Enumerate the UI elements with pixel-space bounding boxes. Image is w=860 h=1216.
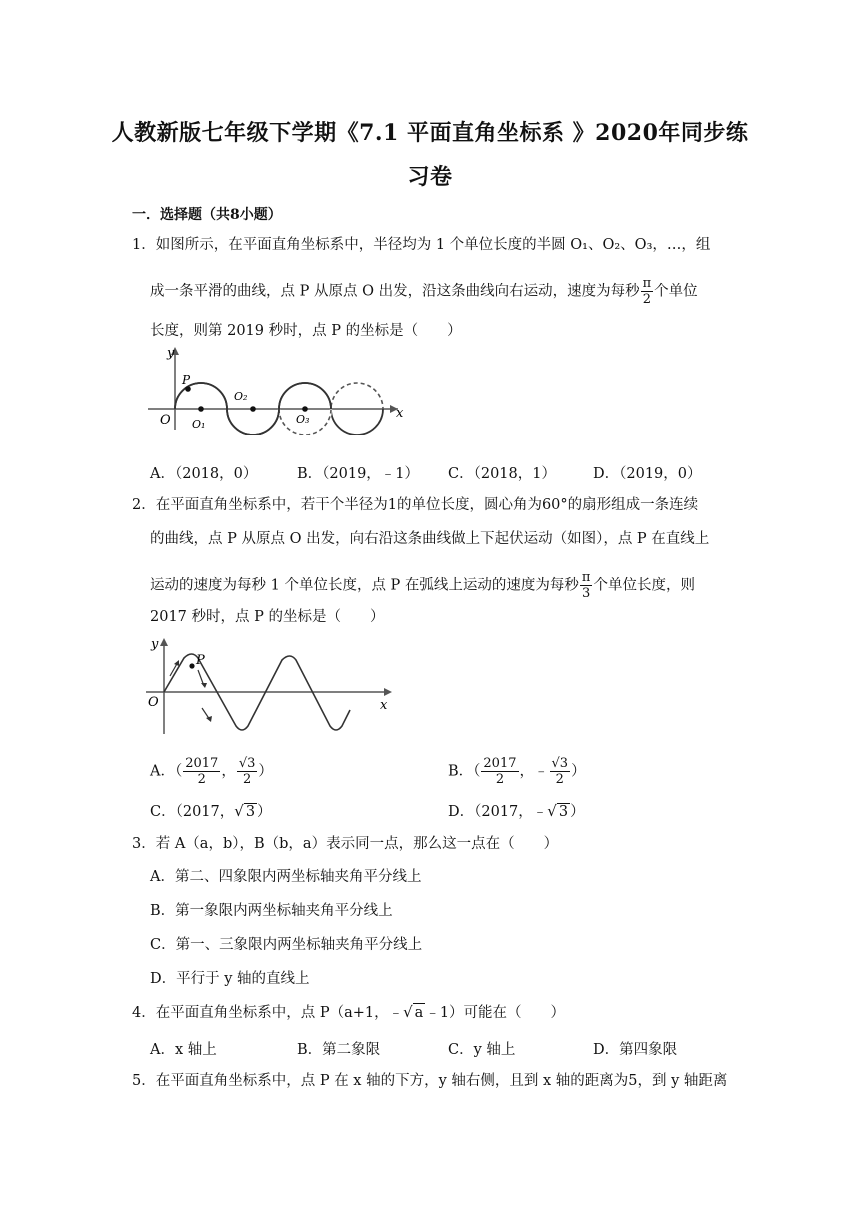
- q2-option-d[interactable]: D．（2017，﹣√ 3 ）: [448, 802, 585, 820]
- q4-option-a[interactable]: A．x 轴上: [150, 1042, 217, 1058]
- q4-option-b[interactable]: B．第二象限: [297, 1042, 381, 1058]
- section-heading: 一．选择题（共8小题）: [132, 207, 282, 223]
- q1-line2: 成一条平滑的曲线，点 P 从原点 O 出发，沿这条曲线向右运动，速度为每秒 $\frac{\pi}{2}$ 个单位: [150, 276, 698, 307]
- svg-text:O₁: O₁: [192, 418, 206, 431]
- q1-figure: [148, 345, 410, 435]
- page-title-continued: 习卷: [407, 164, 453, 190]
- svg-text:O: O: [160, 413, 171, 428]
- svg-text:y: y: [167, 346, 175, 361]
- svg-text:O₂: O₂: [234, 390, 248, 403]
- svg-text:y: y: [151, 637, 159, 652]
- q2-line2: 的曲线，点 P 从原点 O 出发，向右沿这条曲线做上下起伏运动（如图），点 P 在直线上: [150, 531, 710, 547]
- q2-line4: 2017 秒时，点 P 的坐标是（ ）: [150, 609, 385, 625]
- q3-option-d[interactable]: D．平行于 y 轴的直线上: [150, 971, 310, 987]
- q2-option-a[interactable]: A．（ $\frac{2017}{2}$ ， $\frac{√3}{2}$ ）: [150, 756, 273, 787]
- q2-line3: 运动的速度为每秒 1 个单位长度，点 P 在弧线上运动的速度为每秒 $\frac{\pi}{3}$ 个单位长度，则: [150, 570, 695, 601]
- svg-text:P: P: [182, 373, 191, 387]
- q2-figure: [146, 636, 398, 738]
- q3-option-c[interactable]: C．第一、三象限内两坐标轴夹角平分线上: [150, 937, 423, 953]
- q1-line3: 长度，则第 2019 秒时，点 P 的坐标是（ ）: [150, 323, 462, 339]
- q1-option-c[interactable]: C．（2018，1）: [448, 466, 556, 482]
- q1-option-d[interactable]: D．（2019，0）: [593, 466, 702, 482]
- q1-line1: 1．如图所示，在平面直角坐标系中，半径均为 1 个单位长度的半圆 O₁、O₂、O₃，…，组: [132, 237, 711, 253]
- q4-option-d[interactable]: D．第四象限: [593, 1042, 678, 1058]
- svg-text:O₃: O₃: [296, 413, 310, 426]
- q4-option-c[interactable]: C．y 轴上: [448, 1042, 516, 1058]
- q3-option-b[interactable]: B．第一象限内两坐标轴夹角平分线上: [150, 903, 393, 919]
- q4-stem: 4．在平面直角坐标系中，点 P（a+1，﹣√ a ﹣1）可能在（ ）: [132, 1003, 566, 1021]
- q2-line1: 2．在平面直角坐标系中，若干个半径为1的单位长度，圆心角为60°的扇形组成一条连续: [132, 497, 699, 513]
- pi-over-2-fraction: $\frac{\pi}{2}$: [642, 276, 652, 307]
- svg-text:P: P: [196, 653, 205, 668]
- q1-option-b[interactable]: B．（2019，﹣1）: [297, 466, 420, 482]
- q2-option-c[interactable]: C．（2017，√ 3 ）: [150, 802, 272, 820]
- svg-text:x: x: [396, 406, 404, 421]
- q1-option-a[interactable]: A．（2018，0）: [150, 466, 258, 482]
- q3-option-a[interactable]: A．第二、四象限内两坐标轴夹角平分线上: [150, 869, 422, 885]
- q2-option-b[interactable]: B．（ $\frac{2017}{2}$ ，﹣ $\frac{√3}{2}$ ）: [448, 756, 586, 787]
- page-title: 人教新版七年级下学期《7.1 平面直角坐标系 》2020年同步练: [111, 120, 749, 146]
- svg-text:O: O: [148, 695, 159, 710]
- svg-text:x: x: [380, 698, 388, 713]
- q5-stem: 5．在平面直角坐标系中，点 P 在 x 轴的下方，y 轴右侧，且到 x 轴的距离为5，到 y 轴距离: [132, 1073, 728, 1089]
- pi-over-3-fraction: $\frac{\pi}{3}$: [581, 570, 591, 601]
- q3-stem: 3．若 A（a，b），B（b，a）表示同一点，那么这一点在（ ）: [132, 836, 559, 852]
